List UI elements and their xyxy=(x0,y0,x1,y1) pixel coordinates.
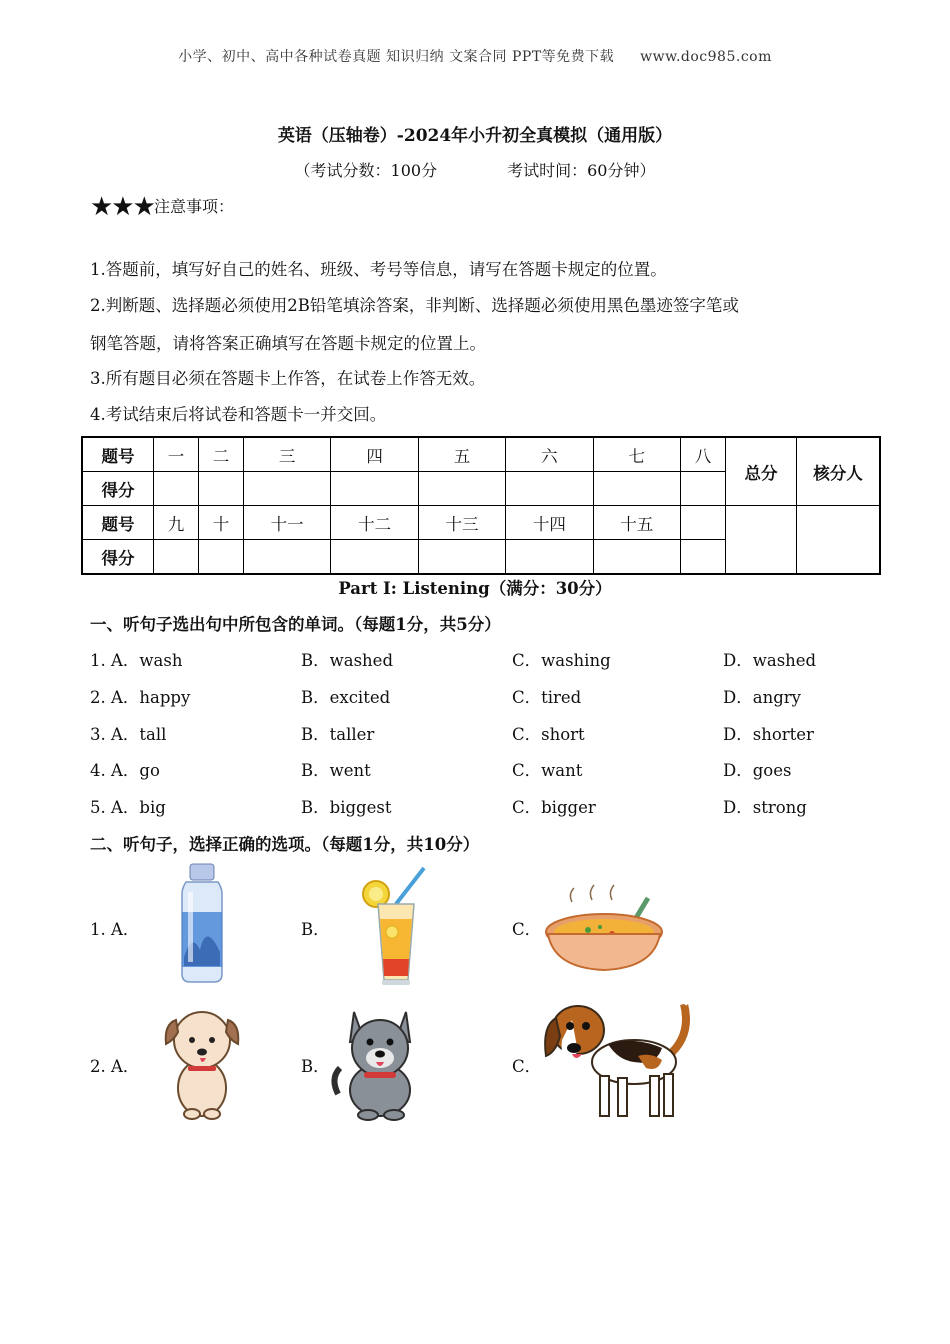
stars-icon: ★★★ xyxy=(90,192,154,222)
notice-item-1: 1.答题前，填写好自己的姓名、班级、考号等信息，请写在答题卡规定的位置。 xyxy=(90,260,667,279)
score-cell[interactable] xyxy=(154,540,199,575)
section-2-title: 二、听句子，选择正确的选项。（每题1分，共10分） xyxy=(90,835,480,854)
option-b: B．biggest xyxy=(301,798,392,817)
exam-title: 英语（压轴卷）-2024年小升初全真模拟（通用版） xyxy=(277,126,673,146)
option-d: D．angry xyxy=(723,688,801,707)
notice-item-3: 3.所有题目必须在答题卡上作答，在试卷上作答无效。 xyxy=(90,369,486,388)
option-d: D．goes xyxy=(723,761,792,780)
option-b: B．excited xyxy=(301,688,391,707)
option-c: C．short xyxy=(512,725,585,744)
notice-item-4: 4.考试结束后将试卷和答题卡一并交回。 xyxy=(90,405,387,424)
beagle-icon xyxy=(538,996,698,1124)
option-d: D．strong xyxy=(723,798,807,817)
option-a: 2. A．happy xyxy=(90,688,191,707)
question-row xyxy=(90,684,930,710)
score-cell[interactable] xyxy=(593,540,680,575)
notice-item-2: 2.判断题、选择题必须使用2B铅笔填涂答案，非判断、选择题必须使用黑色墨迹签字笔或 xyxy=(90,296,739,315)
question-row xyxy=(90,794,930,820)
option-a: 4. A．go xyxy=(90,761,160,780)
q-cell: 五 xyxy=(418,437,505,472)
option-d: D．washed xyxy=(723,651,817,670)
checker-label: 核分人 xyxy=(797,437,881,506)
site-header xyxy=(0,46,950,66)
q-cell: 三 xyxy=(243,437,330,472)
score-cell[interactable] xyxy=(593,472,680,506)
q-cell: 十四 xyxy=(506,506,593,540)
option-a: 3. A．tall xyxy=(90,725,167,744)
puppy-icon xyxy=(160,1000,244,1122)
score-cell[interactable] xyxy=(506,472,593,506)
score-cell[interactable] xyxy=(681,472,726,506)
exam-subtitle xyxy=(0,158,950,181)
exam-score: （考试分数：100分 xyxy=(294,161,438,180)
q-cell: 十五 xyxy=(593,506,680,540)
option-b: B． xyxy=(301,920,330,939)
score-cell[interactable] xyxy=(331,540,418,575)
total-score-cell[interactable] xyxy=(726,506,797,575)
option-c: C．washing xyxy=(512,651,611,670)
option-c: C．tired xyxy=(512,688,582,707)
notice-heading xyxy=(90,192,234,222)
q-cell: 七 xyxy=(593,437,680,472)
soup-bowl-icon xyxy=(542,882,666,974)
checker-cell[interactable] xyxy=(797,506,881,575)
option-a: 1. A． xyxy=(90,920,140,939)
q-cell: 二 xyxy=(198,437,243,472)
score-cell[interactable] xyxy=(418,472,505,506)
option-b: B．taller xyxy=(301,725,375,744)
option-b: B． xyxy=(301,1057,330,1076)
option-a: 1. A．wash xyxy=(90,651,183,670)
question-row xyxy=(90,757,930,783)
header-url: www.doc985.com xyxy=(640,49,772,65)
section-1-title: 一、听句子选出句中所包含的单词。（每题1分，共5分） xyxy=(90,615,501,634)
total-label: 总分 xyxy=(726,437,797,506)
option-b: B．went xyxy=(301,761,371,780)
label-question-no: 题号 xyxy=(82,506,154,540)
part-title: Part I: Listening（满分：30分） xyxy=(338,579,612,598)
score-cell[interactable] xyxy=(243,540,330,575)
q-cell: 十三 xyxy=(418,506,505,540)
table-row xyxy=(82,437,880,472)
label-score: 得分 xyxy=(82,472,154,506)
option-a: 5. A．big xyxy=(90,798,166,817)
q-cell: 一 xyxy=(154,437,199,472)
option-a: 2. A． xyxy=(90,1057,140,1076)
score-cell[interactable] xyxy=(331,472,418,506)
score-cell[interactable] xyxy=(418,540,505,575)
water-bottle-icon xyxy=(172,862,232,986)
question-row xyxy=(90,721,930,747)
option-b: B．washed xyxy=(301,651,394,670)
option-c: C． xyxy=(512,920,542,939)
q-cell xyxy=(681,506,726,540)
option-c: C．bigger xyxy=(512,798,596,817)
score-cell[interactable] xyxy=(506,540,593,575)
score-cell[interactable] xyxy=(198,540,243,575)
score-cell[interactable] xyxy=(243,472,330,506)
table-row xyxy=(82,506,880,540)
option-c: C．want xyxy=(512,761,583,780)
q-cell: 六 xyxy=(506,437,593,472)
grey-dog-icon xyxy=(330,998,426,1122)
q-cell: 十一 xyxy=(243,506,330,540)
option-d: D．shorter xyxy=(723,725,814,744)
q-cell: 十 xyxy=(198,506,243,540)
notice-item-2-cont: 钢笔答题，请将答案正确填写在答题卡规定的位置上。 xyxy=(90,334,486,353)
exam-time: 考试时间：60分钟） xyxy=(507,161,656,180)
question-row xyxy=(90,647,930,673)
q-cell: 四 xyxy=(331,437,418,472)
option-c: C． xyxy=(512,1057,542,1076)
label-score: 得分 xyxy=(82,540,154,575)
score-cell[interactable] xyxy=(198,472,243,506)
q-cell: 九 xyxy=(154,506,199,540)
score-table xyxy=(81,436,881,575)
q-cell: 八 xyxy=(681,437,726,472)
header-text: 小学、初中、高中各种试卷真题 知识归纳 文案合同 PPT等免费下载 xyxy=(178,49,615,65)
notice-label: 注意事项： xyxy=(153,197,234,216)
q-cell: 十二 xyxy=(331,506,418,540)
label-question-no: 题号 xyxy=(82,437,154,472)
score-cell[interactable] xyxy=(681,540,726,575)
score-cell[interactable] xyxy=(154,472,199,506)
juice-glass-icon xyxy=(358,864,434,988)
